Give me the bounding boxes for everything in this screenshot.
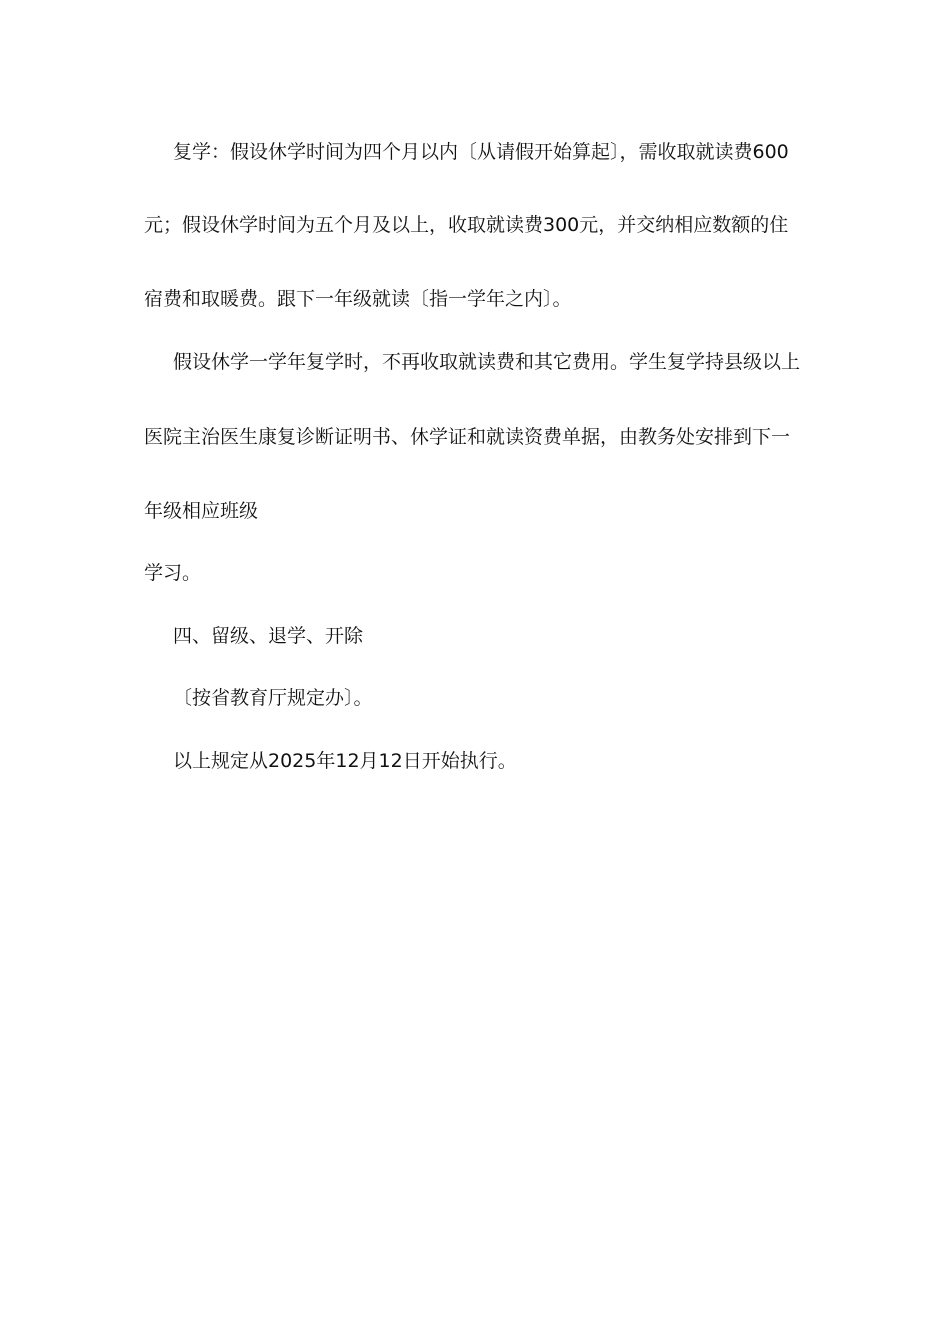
paragraph-line-7: 学习。: [144, 562, 202, 584]
paragraph-line-3: 宿费和取暖费。跟下一年级就读〔指一学年之内〕。: [144, 288, 572, 310]
paragraph-line-9: 〔按省教育厅规定办〕。: [173, 687, 373, 709]
paragraph-line-6: 年级相应班级: [144, 500, 259, 522]
section-heading: 四、留级、退学、开除: [173, 625, 364, 647]
paragraph-line-2: 元；假设休学时间为五个月及以上，收取就读费300元，并交纳相应数额的住: [144, 214, 789, 236]
paragraph-line-4: 假设休学一学年复学时，不再收取就读费和其它费用。学生复学持县级以上: [173, 351, 801, 373]
paragraph-line-5: 医院主治医生康复诊断证明书、休学证和就读资费单据，由教务处安排到下一: [144, 426, 791, 448]
paragraph-line-10: 以上规定从2025年12月12日开始执行。: [173, 750, 517, 772]
paragraph-line-1: 复学：假设休学时间为四个月以内〔从请假开始算起〕，需收取就读费600: [173, 141, 789, 163]
